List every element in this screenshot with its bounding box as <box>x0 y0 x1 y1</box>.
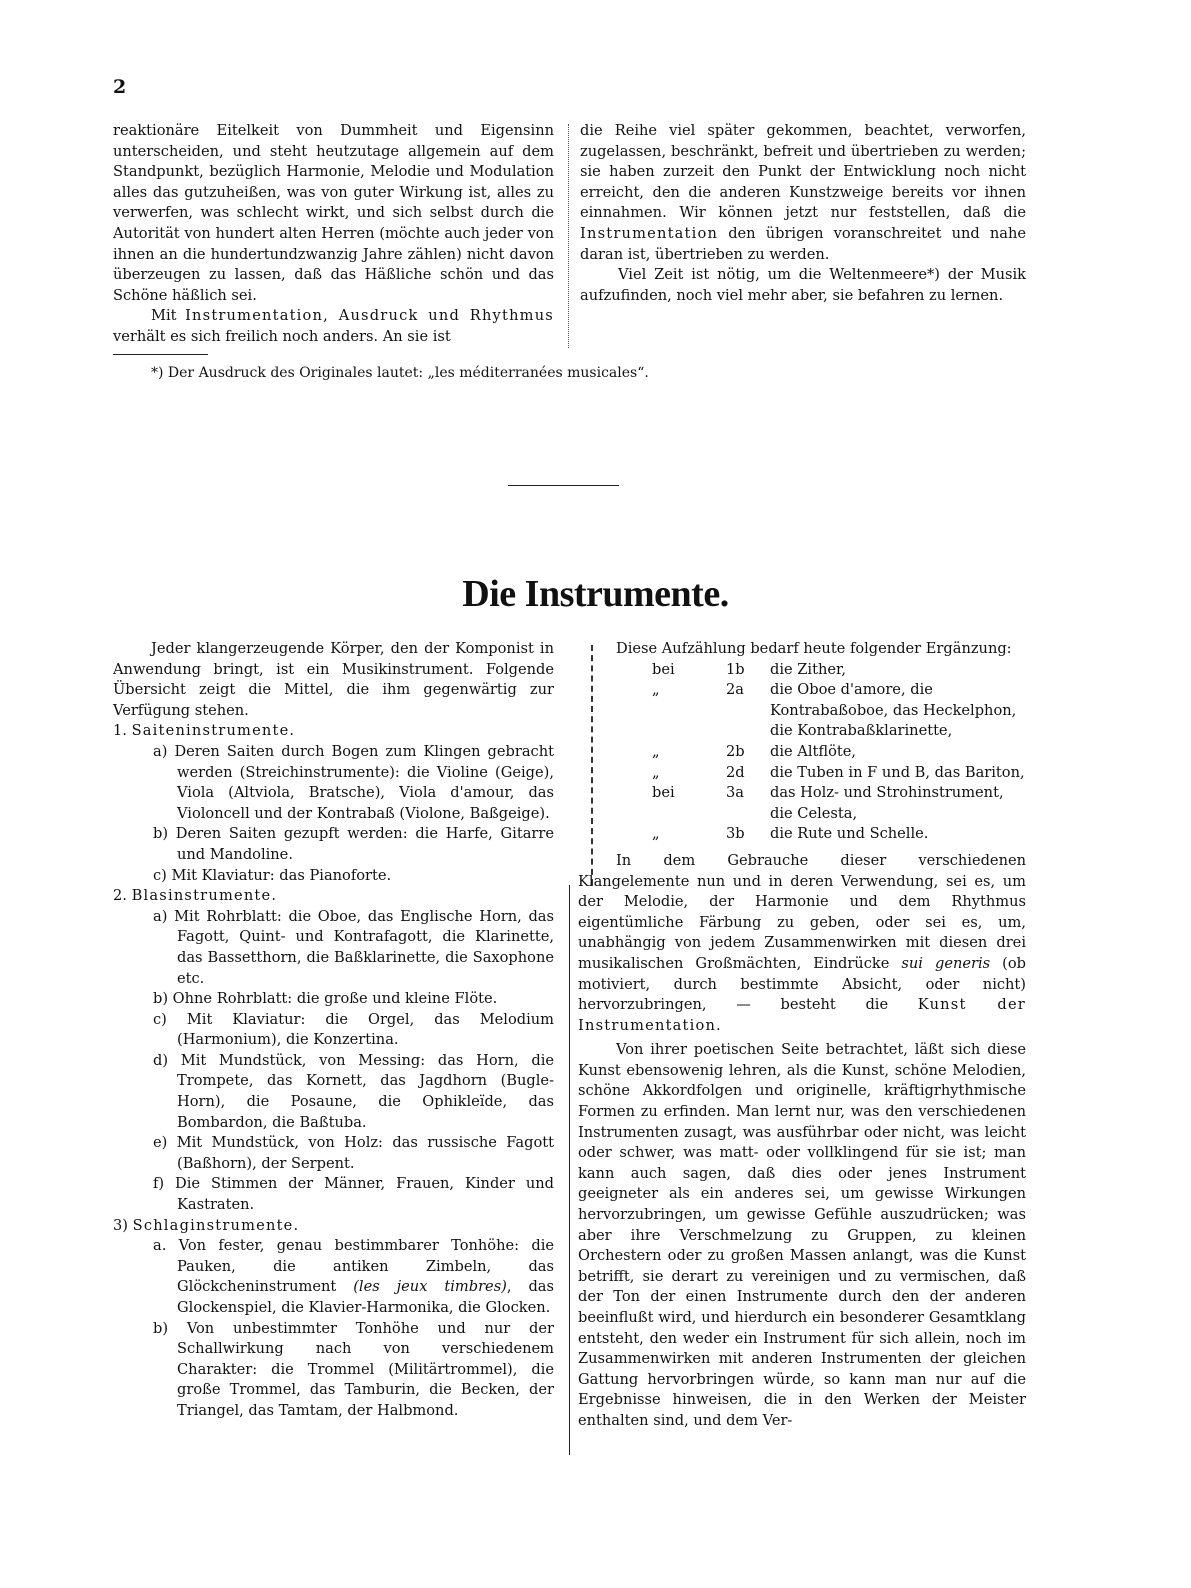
intro-paragraph: Diese Aufzählung bedarf heute folgender Ergänzung: <box>616 640 1012 657</box>
paragraph: Viel Zeit ist nötig, um die Weltenmeere*) der Musik aufzufinden, noch viel mehr aber, sie befahren zu lernen. <box>580 266 1026 304</box>
top-right-column <box>580 121 1026 306</box>
supplement-row: bei 3a das Holz- und Strohinstrument, die Celesta, <box>652 784 1004 822</box>
paragraph: In dem Gebrauche dieser verschiedenen Klangelemente nun und in deren Verwendung, sei es, um der Melodie, der Harmonie und dem Rhythmus eigentümliche Färbung zu geben, oder sei es, um, unabhängig von jedem Zusammenwirken mit diesen drei musikalischen Großmächten, Eindrücke sui generis (ob motiviert, durch bestimmte Absicht, oder nicht) hervorzubringen, — besteht die Kunst der Instrumentation. <box>578 851 1026 1034</box>
supplement-row: „ 2b die Altflöte, <box>652 742 857 760</box>
list-item: a) Deren Saiten durch Bogen zum Klingen gebracht werden (Streichinstrumente): die Violine (Geige), Viola (Altviola, Bratsche), Viola d'amour, das Violoncell und der Kontrabaß (Violone, Baßgeige). <box>153 742 554 822</box>
section-heading: 2. Blasinstrumente. <box>113 887 278 905</box>
list-item: b) Von unbestimmter Tonhöhe und nur der Schallwirkung nach von verschiedenem Charakter: die Trommel (Militärtrommel), die große Trommel, das Tamburin, die Becken, der Triangel, das Tamtam, der Halbmond. <box>153 1319 554 1419</box>
paragraph: die Reihe viel später gekommen, beachtet, verworfen, zugelassen, beschränkt, befreit und übertrieben zu werden; sie haben zurzeit den Punkt der Entwicklung noch nicht erreicht, den die anderen Kunstzweige bereits vor ihnen einnahmen. Wir können jetzt nur feststellen, daß die Instrumentation den übrigen voranschreitet und nahe daran ist, übertrieben zu werden. <box>580 122 1026 263</box>
paragraph: Von ihrer poetischen Seite betrachtet, läßt sich diese Kunst ebensowenig lehren, als die Kunst, schöne Melodien, schöne Akkordfolgen und originelle, kräftigrhythmische Formen zu erfinden. Man lernt nur, was den verschiedenen Instrumenten zusagt, was ausführbar oder nicht, was leicht oder schwer, was matt- oder vollklingend für sie ist; man kann auch sagen, daß dies oder jenes Instrument geeigneter als ein anderes sei, um gewisse Wirkungen hervorzubringen, um gewisse Gefühle auszudrücken; was aber ihre Verschmelzung zu Gruppen, zu kleinen Orchestern oder zu großen Massen anlangt, was die Kunst betrifft, sie derart zu vereinigen und zu vermischen, daß der Ton der einen Instrumente durch den der anderen beeinflußt wird, und hierdurch ein besonderer Gesamtklang entsteht, den weder ein Instrument für sich allein, noch im Zusammenwirken mit anderen Instrumenten der gleichen Gattung hervorbringen würde, so kann man nur auf die Ergebnisse hinweisen, die in den Werken der Meister enthalten sind, und dem Ver- <box>578 1041 1026 1429</box>
section-heading: 3) Schlaginstrumente. <box>113 1216 300 1234</box>
list-item: e) Mit Mundstück, von Holz: das russische Fagott (Baßhorn), der Serpent. <box>153 1134 554 1172</box>
chapter-heading: Die Instrumente. <box>462 573 729 615</box>
supplement-row: „ 3b die Rute und Schelle. <box>652 825 929 843</box>
supplement-row: „ 2d die Tuben in F und B, das Bariton, <box>652 763 1025 781</box>
list-item: c) Mit Klaviatur: das Pianoforte. <box>153 866 392 884</box>
page-number: 2 <box>113 76 127 98</box>
supplement-row: bei 1b die Zither, <box>652 660 847 678</box>
list-item: a) Mit Rohrblatt: die Oboe, das Englische Horn, das Fagott, Quint- und Kontrafagott, die Klarinette, das Bassetthorn, die Baßklarinette, die Saxophone etc. <box>153 907 554 987</box>
list-item: b) Ohne Rohrblatt: die große und kleine Flöte. <box>153 990 498 1008</box>
list-item: b) Deren Saiten gezupft werden: die Harfe, Gitarre und Mandoline. <box>153 825 554 863</box>
footnote: *) Der Ausdruck des Originales lautet: „les méditerranées musicales“. <box>151 365 649 381</box>
instrument-list-column <box>113 639 554 1422</box>
list-item: f) Die Stimmen der Männer, Frauen, Kinder und Kastraten. <box>153 1175 554 1214</box>
supplement-column <box>578 639 1026 1432</box>
paragraph: Mit Instrumentation, Ausdruck und Rhythmus verhält es sich freilich noch anders. An sie ist <box>113 307 554 345</box>
column-divider <box>569 885 570 1455</box>
intro-paragraph: Jeder klangerzeugende Körper, den der Komponist in Anwendung bringt, ist ein Musikinstrument. Folgende Übersicht zeigt die Mittel, die ihm gegenwärtig zur Verfügung stehen. <box>113 640 554 719</box>
list-item: c) Mit Klaviatur: die Orgel, das Melodium (Harmonium), die Konzertina. <box>153 1010 554 1049</box>
top-left-column <box>113 121 554 348</box>
supplement-row: „ 2a die Oboe d'amore, die Kontrabaßoboe, das Heckelphon, die Kontrabaßklarinette, <box>652 681 1017 740</box>
footnote-rule <box>113 354 208 355</box>
section-separator <box>508 485 619 486</box>
column-divider <box>568 124 569 348</box>
list-item: d) Mit Mundstück, von Messing: das Horn, die Trompete, das Kornett, das Jagdhorn (Bugle-Horn), die Posaune, die Ophikleïde, das Bombardon, die Baßtuba. <box>153 1051 554 1131</box>
paragraph: reaktionäre Eitelkeit von Dummheit und Eigensinn unterscheiden, und steht heutzutage allgemein auf dem Standpunkt, bezüglich Harmonie, Melodie und Modulation alles das gutzuheißen, was von guter Wirkung ist, alles zu verwerfen, was schlecht wirkt, und sich selbst durch die Autorität von hundert alten Herren (möchte auch jeder von ihnen an die hundertundzwanzig Jahre zählen) nicht davon überzeugen zu lassen, daß das Häßliche schön und das Schöne häßlich sei. <box>113 122 554 304</box>
section-heading: 1. Saiteninstrumente. <box>113 722 296 740</box>
list-item: a. Von fester, genau bestimmbarer Tonhöhe: die Pauken, die antiken Zimbeln, das Glöckcheninstrument (les jeux timbres), das Glockenspiel, die Klavier-Harmonika, die Glocken. <box>153 1237 554 1316</box>
